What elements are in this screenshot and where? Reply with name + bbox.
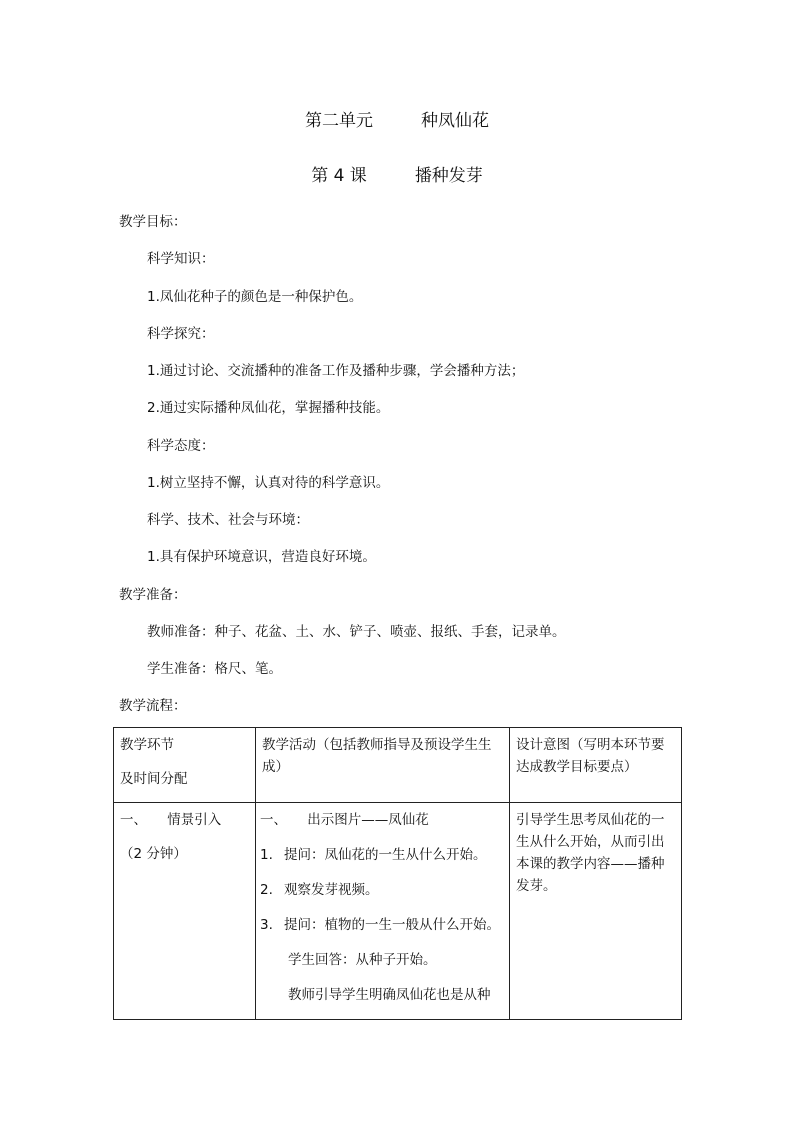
unit-title (0, 106, 794, 131)
teaching-flow-table (113, 727, 682, 1020)
lesson-label: 第 4 课 (311, 166, 367, 186)
goals-heading: 教学目标： (119, 214, 187, 230)
activity-step (260, 914, 505, 936)
table-row (114, 803, 682, 1020)
step-number: 3. (260, 917, 273, 933)
header-stage-label: 教学环节 (120, 737, 174, 753)
attitude-heading: 科学态度： (147, 438, 215, 454)
header-intent-cell (510, 728, 682, 803)
unit-label: 第二单元 (305, 111, 373, 131)
header-stage-cell (114, 728, 256, 803)
stage-name: 一、 情景引入 (120, 812, 222, 828)
stage-time: （2 分钟） (120, 846, 187, 862)
header-activity-label: 教学活动（包括教师指导及预设学生生成） (262, 737, 492, 775)
step-number: 1. (260, 847, 273, 863)
activity-step (260, 879, 505, 901)
student-prep: 学生准备：格尺、笔。 (147, 661, 282, 677)
teacher-prep: 教师准备：种子、花盆、土、水、铲子、喷壶、报纸、手套，记录单。 (147, 624, 566, 640)
step-number: 2. (260, 882, 273, 898)
prep-heading: 教学准备： (119, 587, 187, 603)
lesson-title (0, 161, 794, 186)
header-intent-label: 设计意图（写明本环节要达成教学目标要点） (516, 737, 665, 775)
header-activity-cell (256, 728, 510, 803)
sts-heading: 科学、技术、社会与环境： (147, 512, 309, 528)
lesson-name: 播种发芽 (414, 166, 483, 186)
activity-title: 一、 出示图片——凤仙花 (260, 812, 429, 828)
inquiry-item: 2.通过实际播种凤仙花，掌握播种技能。 (147, 400, 390, 416)
step-text: 提问：凤仙花的一生从什么开始。 (284, 847, 487, 863)
teacher-guide: 教师引导学生明确凤仙花也是从种 (288, 987, 491, 1003)
flow-heading: 教学流程： (119, 698, 187, 714)
activity-cell (256, 803, 510, 1020)
inquiry-item: 1.通过讨论、交流播种的准备工作及播种步骤，学会播种方法； (147, 363, 525, 379)
knowledge-heading: 科学知识： (147, 251, 215, 267)
intent-cell (510, 803, 682, 1020)
activity-step (260, 844, 505, 866)
knowledge-item: 1.凤仙花种子的颜色是一种保护色。 (147, 289, 363, 305)
unit-name: 种凤仙花 (421, 111, 489, 131)
stage-cell (114, 803, 256, 1020)
intent-text: 引导学生思考凤仙花的一生从什么开始，从而引出本课的教学内容——播种发芽。 (516, 812, 665, 894)
student-answer: 学生回答：从种子开始。 (288, 952, 437, 968)
header-time-label: 及时间分配 (120, 771, 188, 787)
step-text: 提问：植物的一生一般从什么开始。 (284, 917, 500, 933)
sts-item: 1.具有保护环境意识，营造良好环境。 (147, 549, 376, 565)
step-text: 观察发芽视频。 (284, 882, 379, 898)
inquiry-heading: 科学探究： (147, 326, 215, 342)
table-header-row (114, 728, 682, 803)
attitude-item: 1.树立坚持不懈，认真对待的科学意识。 (147, 475, 390, 491)
